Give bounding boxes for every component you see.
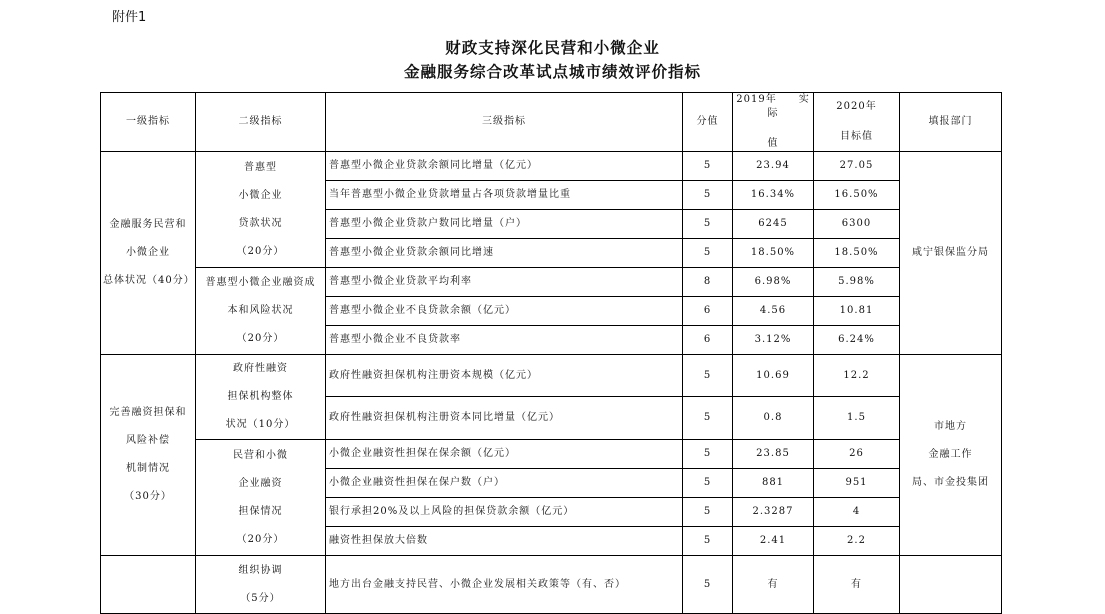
evaluation-indicator-table (100, 92, 1002, 614)
score-cell: 8 (683, 268, 733, 297)
header-actual-line2: 值 (767, 138, 779, 149)
actual-cell: 10.69 (733, 355, 814, 397)
actual-cell: 有 (733, 556, 814, 614)
target-cell: 1.5 (814, 397, 900, 440)
indicator-cell: 政府性融资担保机构注册资本同比增量（亿元） (326, 397, 683, 440)
target-cell: 6300 (814, 210, 900, 239)
level1-cell (101, 556, 196, 614)
indicator-cell: 融资性担保放大倍数 (326, 527, 683, 556)
header-target-line2: 目标值 (840, 131, 873, 142)
dept-cell (900, 556, 1002, 614)
score-cell: 5 (683, 498, 733, 527)
level2-cell (196, 152, 326, 268)
level1-cell (101, 152, 196, 355)
level2-line: （5分） (240, 592, 281, 604)
document-title-line-2: 金融服务综合改革试点城市绩效评价指标 (403, 62, 701, 81)
level1-line: 机制情况 (126, 463, 170, 474)
table-row (101, 268, 1002, 297)
target-cell: 16.50% (814, 181, 900, 210)
dept-cell: 咸宁银保监分局 (900, 152, 1002, 355)
header-dept: 填报部门 (900, 93, 1002, 152)
score-cell: 5 (683, 210, 733, 239)
score-cell: 5 (683, 440, 733, 469)
dept-line: 局、市金投集团 (912, 477, 989, 488)
actual-cell: 4.56 (733, 297, 814, 326)
level2-line: （20分） (236, 533, 285, 545)
target-cell: 12.2 (814, 355, 900, 397)
target-cell: 5.98% (814, 268, 900, 297)
level2-cell (196, 268, 326, 355)
actual-cell: 881 (733, 469, 814, 498)
target-cell: 18.50% (814, 239, 900, 268)
indicator-cell: 小微企业融资性担保在保余额（亿元） (326, 440, 683, 469)
indicator-cell: 普惠型小微企业不良贷款余额（亿元） (326, 297, 683, 326)
score-cell: 5 (683, 397, 733, 440)
header-target (814, 93, 900, 152)
level2-cell (196, 556, 326, 614)
actual-cell: 23.85 (733, 440, 814, 469)
level1-line: 风险补偿 (126, 435, 170, 446)
level1-line: 总体状况（40分） (103, 275, 195, 286)
target-cell: 26 (814, 440, 900, 469)
level2-line: （20分） (236, 245, 285, 257)
target-cell: 有 (814, 556, 900, 614)
indicator-cell: 当年普惠型小微企业贷款增量占各项贷款增量比重 (326, 181, 683, 210)
target-cell: 951 (814, 469, 900, 498)
indicator-cell: 普惠型小微企业贷款户数同比增量（户） (326, 210, 683, 239)
level2-line: 政府性融资 (233, 363, 288, 374)
indicator-cell: 地方出台金融支持民营、小微企业发展相关政策等（有、否） (326, 556, 683, 614)
level1-line: （30分） (124, 491, 172, 502)
score-cell: 5 (683, 556, 733, 614)
level1-line: 小微企业 (126, 247, 170, 258)
actual-cell: 18.50% (733, 239, 814, 268)
target-cell: 2.2 (814, 527, 900, 556)
level2-line: 普惠型小微企业融资成 (205, 277, 316, 288)
target-cell: 10.81 (814, 297, 900, 326)
table-row (101, 152, 1002, 181)
indicator-cell: 银行承担20%及以上风险的担保贷款余额（亿元） (326, 498, 683, 527)
dept-cell (900, 355, 1002, 556)
actual-cell: 6245 (733, 210, 814, 239)
score-cell: 6 (683, 326, 733, 355)
level2-line: 组织协调 (238, 564, 283, 576)
document-title-line-1: 财政支持深化民营和小微企业 (445, 38, 660, 57)
score-cell: 5 (683, 527, 733, 556)
header-level2: 二级指标 (196, 93, 326, 152)
level2-line: 民营和小微 (233, 449, 288, 461)
level1-line: 金融服务民营和 (109, 219, 187, 230)
level1-cell (101, 355, 196, 556)
level2-line: 状况（10分） (225, 419, 296, 430)
header-actual-line1: 2019年 实际 (736, 94, 810, 119)
header-row (101, 93, 1002, 152)
dept-line: 金融工作 (928, 449, 973, 460)
header-actual (733, 93, 814, 152)
dept-line: 市地方 (934, 421, 967, 432)
indicator-cell: 普惠型小微企业贷款平均利率 (326, 268, 683, 297)
level2-line: 担保机构整体 (227, 391, 294, 402)
level2-cell (196, 355, 326, 440)
score-cell: 6 (683, 297, 733, 326)
actual-cell: 3.12% (733, 326, 814, 355)
level2-line: 本和风险状况 (227, 305, 294, 316)
level1-line: 完善融资担保和 (109, 407, 187, 418)
level2-line: 贷款状况 (238, 217, 283, 229)
target-cell: 6.24% (814, 326, 900, 355)
actual-cell: 16.34% (733, 181, 814, 210)
table-row (101, 440, 1002, 469)
indicator-cell: 普惠型小微企业不良贷款率 (326, 326, 683, 355)
score-cell: 5 (683, 239, 733, 268)
level2-line: （20分） (236, 333, 285, 344)
indicator-cell: 小微企业融资性担保在保户数（户） (326, 469, 683, 498)
level2-line: 小微企业 (238, 189, 283, 201)
score-cell: 5 (683, 469, 733, 498)
level2-line: 担保情况 (238, 505, 283, 517)
actual-cell: 2.41 (733, 527, 814, 556)
score-cell: 5 (683, 355, 733, 397)
indicator-cell: 普惠型小微企业贷款余额同比增速 (326, 239, 683, 268)
indicator-cell: 普惠型小微企业贷款余额同比增量（亿元） (326, 152, 683, 181)
target-cell: 27.05 (814, 152, 900, 181)
header-level3: 三级指标 (326, 93, 683, 152)
table-row (101, 355, 1002, 397)
level2-line: 普惠型 (244, 161, 277, 173)
header-score: 分值 (683, 93, 733, 152)
level2-line: 企业融资 (238, 477, 283, 489)
target-cell: 4 (814, 498, 900, 527)
header-level1: 一级指标 (101, 93, 196, 152)
actual-cell: 6.98% (733, 268, 814, 297)
actual-cell: 0.8 (733, 397, 814, 440)
indicator-cell: 政府性融资担保机构注册资本规模（亿元） (326, 355, 683, 397)
score-cell: 5 (683, 181, 733, 210)
header-target-line1: 2020年 (836, 101, 877, 112)
score-cell: 5 (683, 152, 733, 181)
actual-cell: 2.3287 (733, 498, 814, 527)
table-row (101, 556, 1002, 614)
attachment-label: 附件1 (112, 10, 147, 25)
actual-cell: 23.94 (733, 152, 814, 181)
level2-cell (196, 440, 326, 556)
